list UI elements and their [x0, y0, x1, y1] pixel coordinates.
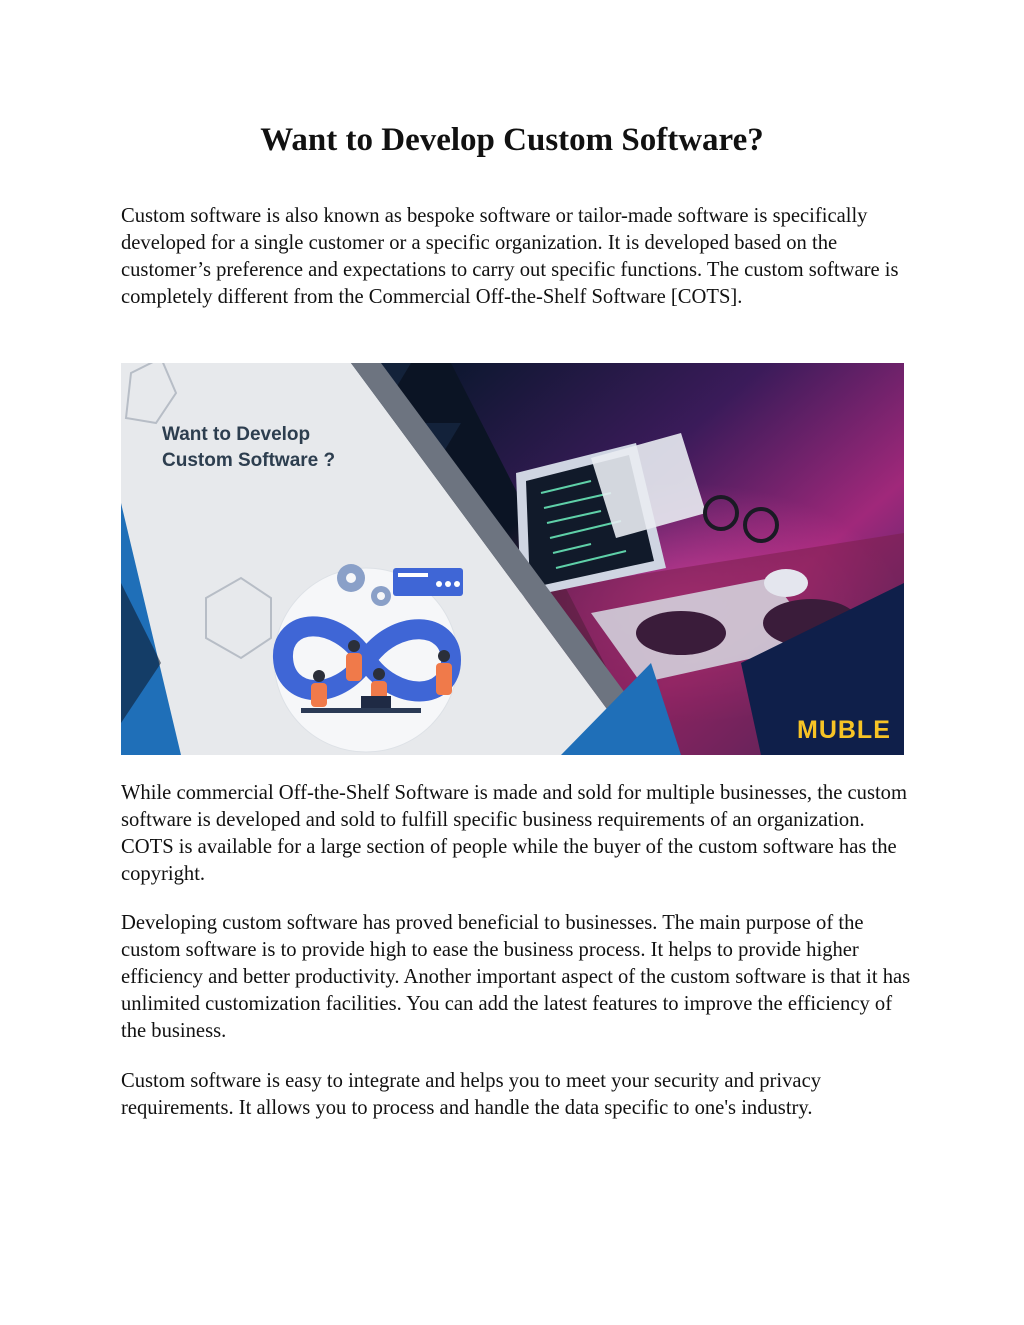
browser-window-icon [393, 568, 463, 596]
laptop-icon [361, 696, 391, 708]
banner-heading [162, 422, 335, 474]
hand [636, 611, 726, 655]
banner-image [121, 363, 904, 755]
page-title: Want to Develop Custom Software? [260, 122, 764, 158]
banner-heading-line1: Want to Develop [162, 424, 311, 445]
mouse [764, 569, 808, 597]
paragraph-cots: While commercial Off-the-Shelf Software is made and sold for multiple businesses, the custom software is developed and sold to fulfill specific business requirements of an organization. COTS is available for a large section of people while the buyer of the custom software has the copyright. [121, 782, 907, 885]
paragraph-benefits: Developing custom software has proved beneficial to businesses. The main purpose of the custom software is to provide high to ease the business process. It helps to provide higher efficiency and better productivity. Another important aspect of the custom software is that it has unlimited customization facilities. You can add the latest features to improve the efficiency of the business. [121, 912, 911, 1042]
banner-heading-line2: Custom Software ? [162, 450, 336, 471]
paragraph-intro: Custom software is also known as bespoke software or tailor-made software is specifically developed for a single customer or a specific organization. It is developed based on the customer’s preference and expectations to carry out specific functions. The custom software is completely different from the Commercial Off-the-Shelf Software [COTS]. [121, 205, 899, 308]
meeting-table [301, 708, 421, 713]
paragraph-integration: Custom software is easy to integrate and helps you to meet your security and privacy requirements. It allows you to process and handle the data specific to one's industry. [121, 1070, 822, 1119]
brand-logo: MUBLE [797, 716, 891, 744]
